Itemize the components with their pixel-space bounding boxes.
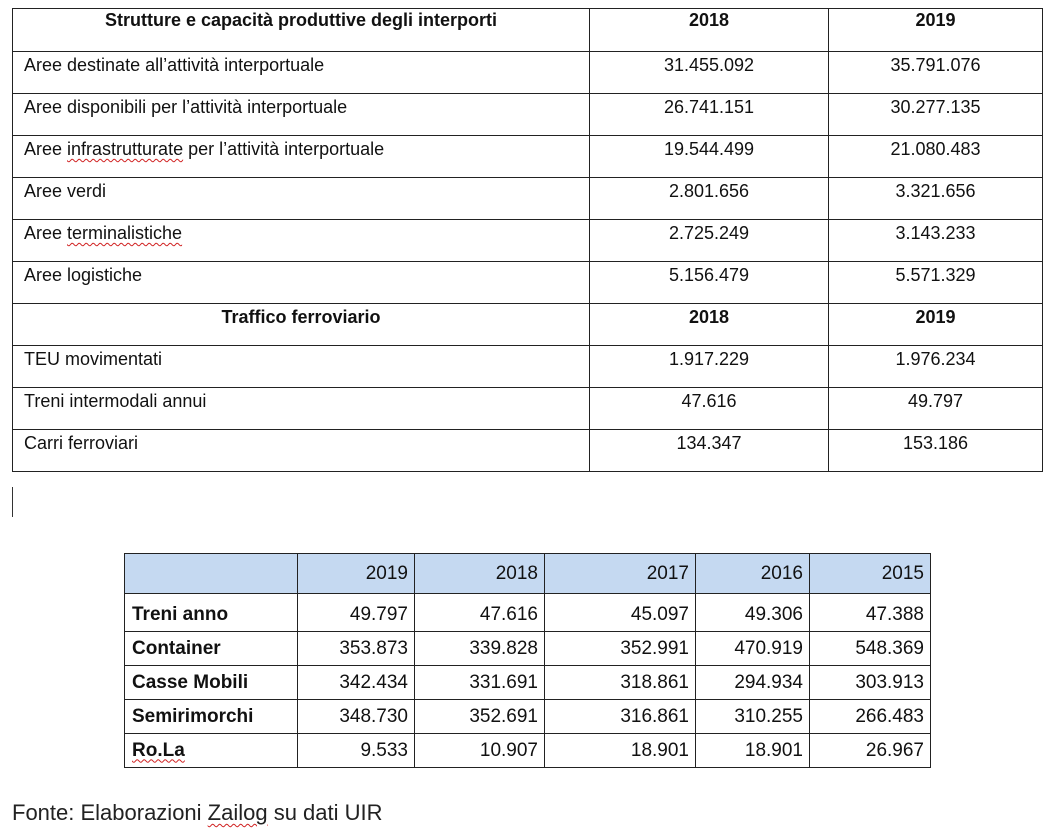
rail-header-row bbox=[13, 304, 1043, 346]
spellcheck-flagged-word[interactable]: terminalistiche bbox=[67, 223, 183, 243]
cell-value[interactable]: 10.907 bbox=[415, 734, 545, 768]
value-2019[interactable]: 30.277.135 bbox=[829, 94, 1043, 136]
value-2019[interactable]: 5.571.329 bbox=[829, 262, 1043, 304]
cell-value[interactable]: 342.434 bbox=[298, 666, 415, 700]
cell-value[interactable]: 331.691 bbox=[415, 666, 545, 700]
label-prefix: Aree bbox=[24, 223, 68, 243]
cell-value[interactable]: 303.913 bbox=[810, 666, 931, 700]
year-header[interactable]: 2018 bbox=[415, 554, 545, 594]
cell-value[interactable]: 352.691 bbox=[415, 700, 545, 734]
cell-value[interactable]: 316.861 bbox=[545, 700, 696, 734]
table-row bbox=[125, 734, 931, 768]
cell-value[interactable]: 49.797 bbox=[298, 594, 415, 632]
row-label[interactable]: Container bbox=[125, 632, 298, 666]
value-2018[interactable]: 19.544.499 bbox=[590, 136, 829, 178]
row-label[interactable]: Treni anno bbox=[125, 594, 298, 632]
row-label[interactable]: Aree verdi bbox=[13, 178, 590, 220]
year-header[interactable]: 2016 bbox=[696, 554, 810, 594]
year-header[interactable]: 2015 bbox=[810, 554, 931, 594]
label-suffix: per l’attività interportuale bbox=[183, 139, 385, 159]
value-2018[interactable]: 47.616 bbox=[590, 388, 829, 430]
value-2019[interactable]: 1.976.234 bbox=[829, 346, 1043, 388]
row-label[interactable]: Aree destinate all’attività interportuale bbox=[13, 52, 590, 94]
value-2019[interactable]: 49.797 bbox=[829, 388, 1043, 430]
value-2019[interactable]: 153.186 bbox=[829, 430, 1043, 472]
cell-value[interactable]: 266.483 bbox=[810, 700, 931, 734]
row-label[interactable]: Semirimorchi bbox=[125, 700, 298, 734]
year-header[interactable]: 2017 bbox=[545, 554, 696, 594]
row-label[interactable] bbox=[125, 734, 298, 768]
year-header[interactable]: 2019 bbox=[298, 554, 415, 594]
cell-value[interactable]: 310.255 bbox=[696, 700, 810, 734]
cell-value[interactable]: 18.901 bbox=[696, 734, 810, 768]
cell-value[interactable]: 26.967 bbox=[810, 734, 931, 768]
row-label[interactable] bbox=[13, 220, 590, 262]
table-row bbox=[13, 346, 1043, 388]
rail-header-2019[interactable]: 2019 bbox=[829, 304, 1043, 346]
value-2019[interactable]: 21.080.483 bbox=[829, 136, 1043, 178]
cell-value[interactable]: 47.388 bbox=[810, 594, 931, 632]
table-row bbox=[125, 666, 931, 700]
row-label[interactable]: TEU movimentati bbox=[13, 346, 590, 388]
interport-capacity-table bbox=[12, 8, 1043, 472]
table-row bbox=[13, 136, 1043, 178]
cell-value[interactable]: 49.306 bbox=[696, 594, 810, 632]
row-label[interactable]: Casse Mobili bbox=[125, 666, 298, 700]
table-row bbox=[125, 594, 931, 632]
summary-header-row bbox=[125, 554, 931, 594]
cell-value[interactable]: 318.861 bbox=[545, 666, 696, 700]
cell-value[interactable]: 339.828 bbox=[415, 632, 545, 666]
cell-value[interactable]: 18.901 bbox=[545, 734, 696, 768]
rail-header-2018[interactable]: 2018 bbox=[590, 304, 829, 346]
row-label[interactable] bbox=[13, 136, 590, 178]
text-cursor bbox=[12, 487, 13, 517]
label-prefix: Aree bbox=[24, 139, 68, 159]
table-row bbox=[13, 52, 1043, 94]
value-2018[interactable]: 134.347 bbox=[590, 430, 829, 472]
row-label[interactable]: Treni intermodali annui bbox=[13, 388, 590, 430]
structures-header-2018[interactable]: 2018 bbox=[590, 9, 829, 52]
value-2018[interactable]: 2.725.249 bbox=[590, 220, 829, 262]
cell-value[interactable]: 47.616 bbox=[415, 594, 545, 632]
source-suffix: su dati UIR bbox=[267, 800, 383, 825]
value-2019[interactable]: 3.143.233 bbox=[829, 220, 1043, 262]
spellcheck-flagged-word[interactable]: Ro.La bbox=[132, 739, 185, 761]
cell-value[interactable]: 353.873 bbox=[298, 632, 415, 666]
spellcheck-flagged-word[interactable]: Zailog bbox=[207, 800, 268, 825]
value-2018[interactable]: 31.455.092 bbox=[590, 52, 829, 94]
summary-corner-cell[interactable] bbox=[125, 554, 298, 594]
cell-value[interactable]: 348.730 bbox=[298, 700, 415, 734]
rail-summary-table bbox=[124, 553, 931, 768]
table-row bbox=[13, 220, 1043, 262]
row-label[interactable]: Aree logistiche bbox=[13, 262, 590, 304]
cell-value[interactable]: 294.934 bbox=[696, 666, 810, 700]
cell-value[interactable]: 9.533 bbox=[298, 734, 415, 768]
value-2018[interactable]: 1.917.229 bbox=[590, 346, 829, 388]
table-row bbox=[13, 262, 1043, 304]
row-label[interactable]: Carri ferroviari bbox=[13, 430, 590, 472]
table-row bbox=[13, 388, 1043, 430]
table-row bbox=[125, 700, 931, 734]
table-row bbox=[13, 178, 1043, 220]
cell-value[interactable]: 45.097 bbox=[545, 594, 696, 632]
structures-header-row bbox=[13, 9, 1043, 52]
table-row bbox=[13, 430, 1043, 472]
table-row bbox=[125, 632, 931, 666]
cell-value[interactable]: 352.991 bbox=[545, 632, 696, 666]
value-2018[interactable]: 26.741.151 bbox=[590, 94, 829, 136]
cell-value[interactable]: 470.919 bbox=[696, 632, 810, 666]
value-2019[interactable]: 35.791.076 bbox=[829, 52, 1043, 94]
rail-header-label[interactable]: Traffico ferroviario bbox=[13, 304, 590, 346]
row-label[interactable]: Aree disponibili per l’attività interportuale bbox=[13, 94, 590, 136]
structures-header-2019[interactable]: 2019 bbox=[829, 9, 1043, 52]
source-note[interactable] bbox=[12, 800, 383, 826]
spellcheck-flagged-word[interactable]: infrastrutturate bbox=[67, 139, 184, 159]
structures-header-label[interactable]: Strutture e capacità produttive degli interporti bbox=[13, 9, 590, 52]
value-2018[interactable]: 5.156.479 bbox=[590, 262, 829, 304]
value-2018[interactable]: 2.801.656 bbox=[590, 178, 829, 220]
source-prefix: Fonte: Elaborazioni bbox=[12, 800, 208, 825]
value-2019[interactable]: 3.321.656 bbox=[829, 178, 1043, 220]
table-row bbox=[13, 94, 1043, 136]
cell-value[interactable]: 548.369 bbox=[810, 632, 931, 666]
